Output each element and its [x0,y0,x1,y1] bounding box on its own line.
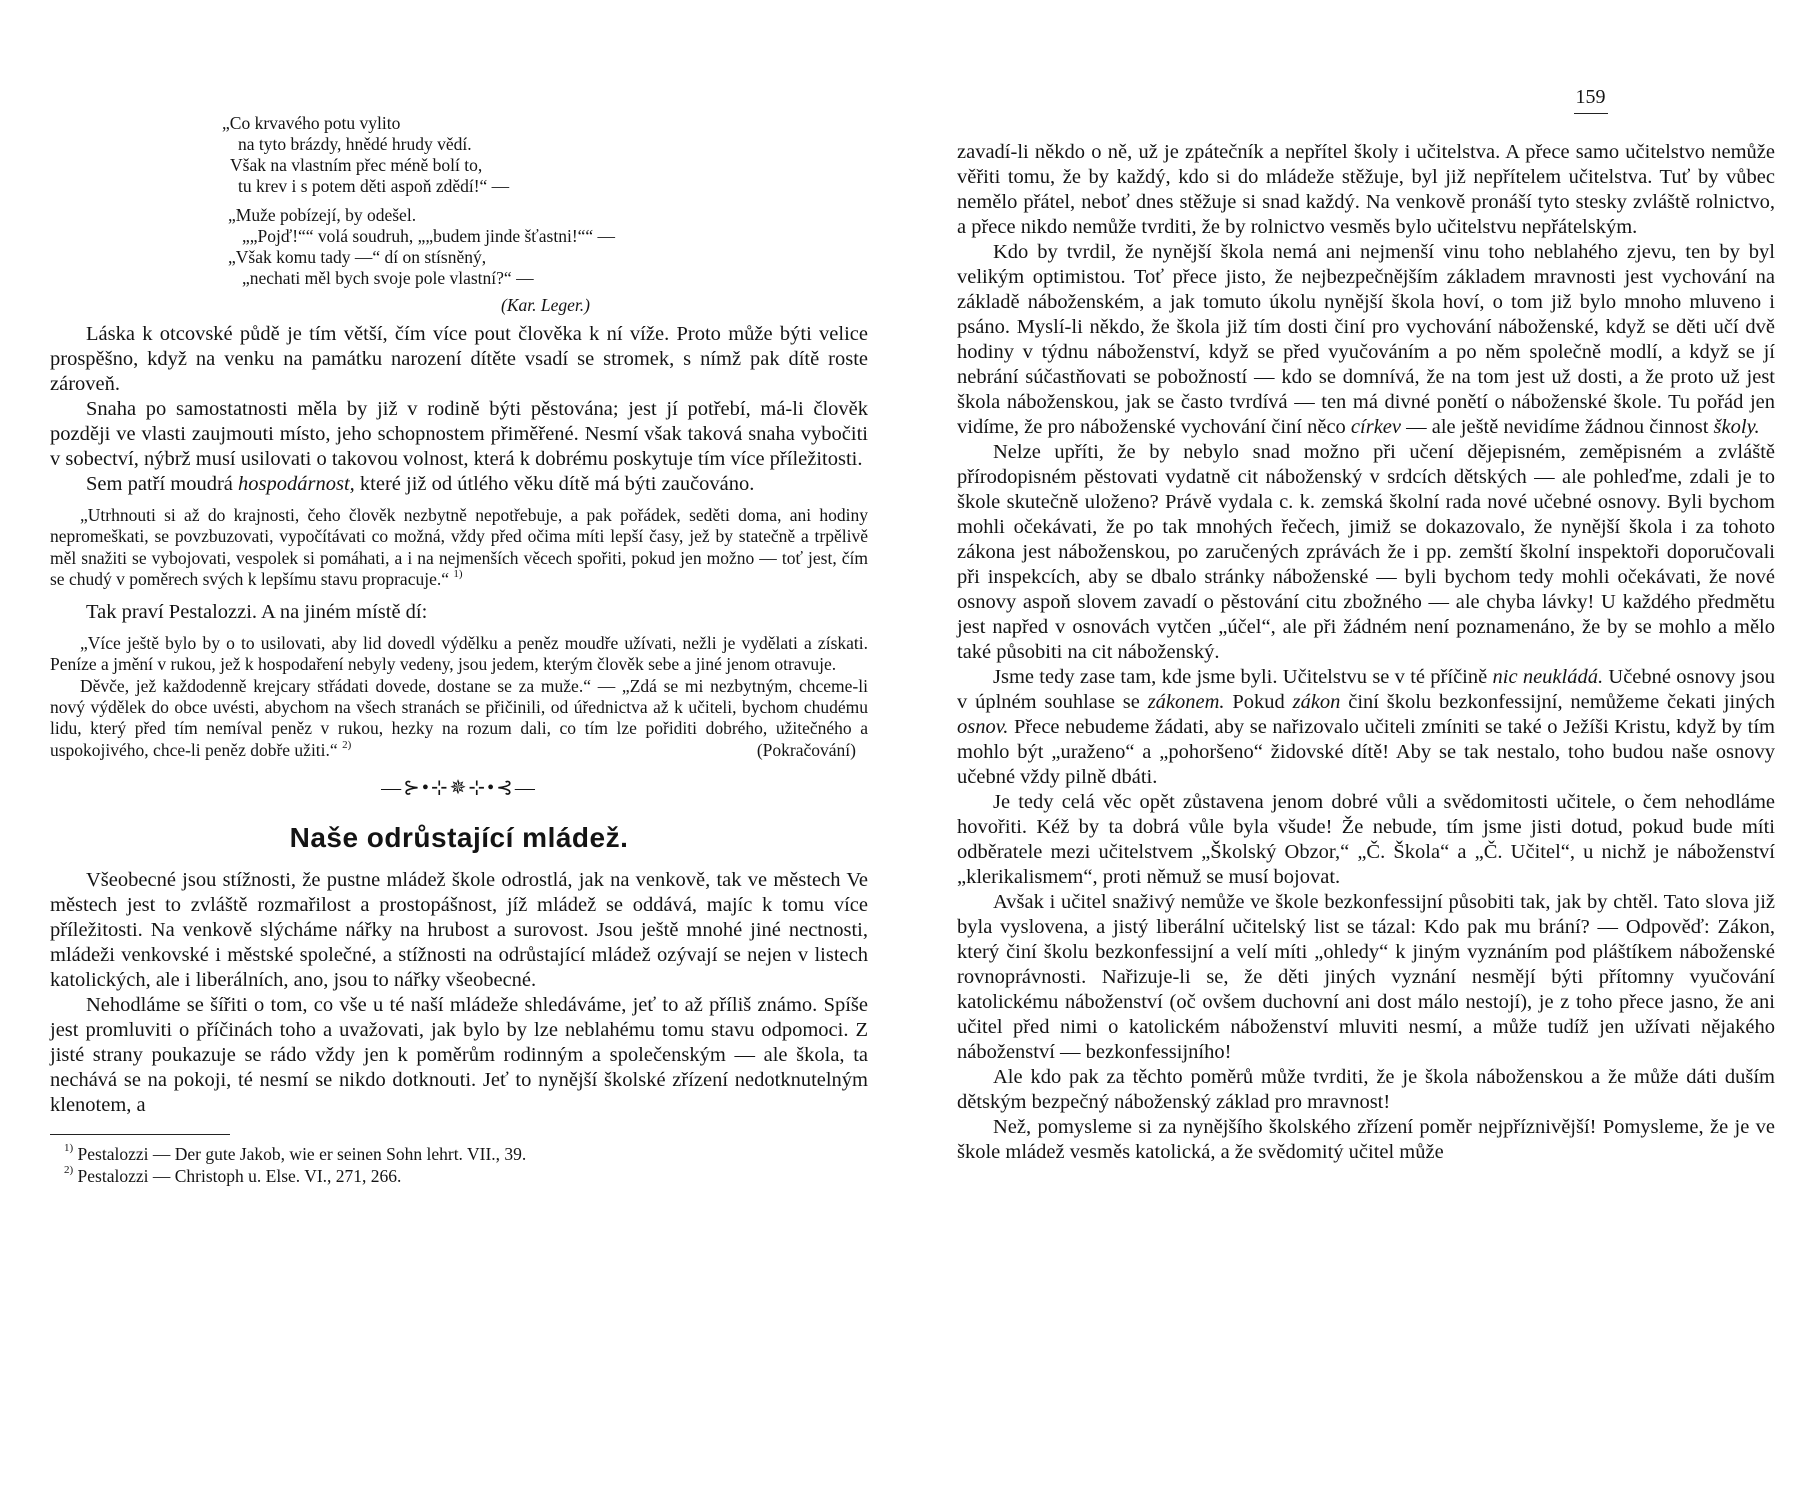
footnote-ref: 2) [342,738,352,751]
paragraph: Kdo by tvrdil, že nynější škola nemá ani nejmenší vinu toho neblahého zjevu, ten by byl velikým optimistou. Toť přece jisto, že nejbezpečnějším základem mravnosti jest vychování na základě náboženském, a jak tomuto úkolu nynější škola hoví, o tom již bylo mnoho mluveno i psáno. Myslí-li někdo, že škola již tím dosti činí pro vychování náboženské, když se děti učí dvě hodiny v týdnu náboženství, když se před vyučováním a po něm společně modlí, a když se jí nebrání súčastňovati se pobožností — kdo se domnívá, že na tom jest už dosti, a že proto už jest škola náboženskou, jak se často tvrdívá — ten má divné ponětí o náboženské škole. Tu pořád jen vidíme, že pro náboženské vychování činí něco církev — ale ještě nevidíme žádnou činnost školy. [957,241,1775,438]
footnote-rule [50,1134,230,1135]
emphasis: zákonem. [1147,691,1225,713]
article-body [50,868,868,1118]
poem-line: Však na vlastním přec méně bolí to, [230,155,483,175]
paragraph: Než, pomysleme si za nynějšího školského zřízení poměr nejpříznivější! Pomysleme, že je ve škole mládež vesměs katolická, a že svědomitý učitel může [957,1116,1775,1163]
poem-line: tu krev i s potem děti aspoň zdědí!“ — [238,176,510,196]
poem-line: „„Pojď!““ volá soudruh, „„budem jinde šťastni!““ — [242,226,616,246]
page-number-container [907,86,1814,114]
paragraph: Avšak i učitel snaživý nemůže ve škole bezkonfessijní působiti tak, jak by chtěl. Tato slova již byla vyslovena, a jistý liberální učitelský list se tázal: Kdo pak mu brání? — Odpověď: Zákon, který činí školu bezkonfessijní a velí míti „ohledy“ k jiným vyznáním pod pláštíkem náboženské rovnoprávnosti. Nařizuje-li se, že děti jiných vyznání nesmějí býti přítomny vyučování katolickému náboženství (oč ovšem duchovní ani dost málo nestojí), je z toho přece jasno, že ani učitel před nimi o katolickém náboženství mluviti nesmí, a může tudíž jen užívati nějakého náboženství — bezkonfessijního! [957,891,1775,1063]
emphasis: osnov. [957,716,1009,738]
left-page-text [50,113,868,1187]
right-page-text [957,140,1775,1165]
paragraph: Všeobecné jsou stížnosti, že pustne mládež škole odrostlá, jak na venkově, tak ve městech Ve městech jest to zvláště rozmařilost a prostopášnost, jíž mládež se oddává, majíc k tomu více příležitosti. Na venkově slýcháme nářky na hrubost a surovost. Jsou ještě mnohé jiné nectnosti, mládeži venkovské i městské společné, a stížnosti na odrůstající mládež ozývají se nejen v listech katolických, ale i liberálních, ano, jsou to nářky všeobecné. [50,869,868,992]
quotation [50,633,868,761]
poem-line: „Co krvavého potu vylito [222,113,401,133]
left-body [50,322,868,497]
poem-stanza [50,205,868,289]
emphasis: hospodárnost, [238,473,355,495]
footnote: $^{2)}$ Pestalozzi — Christoph u. Else. VI., 271, 266. [64,1164,402,1187]
paragraph: Nelze upříti, že by nebylo snad možno při učení dějepisném, zeměpisném a zvláště přírodopisném pěstovati vydatně cit náboženský v srdcích dětských — ale pohleďme, zdali je to škole skutečně uloženo? Právě vydala c. k. zemská školní rada nové učebné osnovy. Byli bychom mohli očekávati, že po tak mnohých řečech, jimiž se dokazovalo, že nynější škola i za tohoto zákona jest náboženskou, po zaručených zprávách že i pp. zemští školní inspektoři doporučovali při inspekcích, aby se dbalo stránky náboženské — byli bychom tedy mohli očekávati, že nové osnovy aspoň slovem zavadí o pěstování citu zbožného — ale chyba lávky! U každého předmětu jest napřed v osnovách vytčen „účel“, ale při žádném není poznamenáno, že by se mohlo a mělo také působiti na cit náboženský. [957,441,1775,663]
continued-note: (Pokračování) [756,739,856,760]
page-number: 159 [1574,86,1608,114]
emphasis: školy. [1713,416,1760,438]
quotation [50,505,868,590]
left-body [50,600,868,625]
paragraph: Snaha po samostatnosti měla by již v rodině býti pěstována; jest jí potřebí, má-li člověk později ve vlasti zaujmouti místo, jeho schopnostem přiměřené. Nesmí však taková snaha vybočiti v sobectví, nýbrž musí usilovati o takovou volnost, která k dobrému poskytuje tím více příležitosti. [50,398,868,470]
poem-line: „Muže pobízejí, by odešel. [228,205,417,225]
paragraph: Jsme tedy zase tam, kde jsme byli. Učitelstvu se v té příčině nic neukládá. Učebné osnovy jsou v úplném souhlase se zákonem. Pokud zákon činí školu bezkonfessijní, nemůžeme čekati jiných osnov. Přece nebudeme žádati, aby se nařizovalo učiteli zmíniti se také o Ježíši Kristu, když by tím mohlo být „uraženo“ a „pohoršeno“ židovské dítě! Aby se tak nestalo, toho budou naše osnovy učebné vždy pilně dbáti. [957,666,1775,788]
emphasis: nic neukládá. [1492,666,1604,688]
paragraph: Tak praví Pestalozzi. A na jiném místě dí: [86,601,428,624]
poem-line: „Však komu tady —“ dí on stísněný, [228,247,487,267]
footnotes [50,1143,868,1187]
poem-stanza [50,113,868,197]
emphasis: zákon [1292,691,1341,713]
quote-paragraph: Děvče, jež každodenně krejcary střádati dovede, dostane se za muže.“ — „Zdá se mi nezbytným, chceme-li nový výdělek do obce uvésti, abychom na všech stranách se přičinili, od úřednictva až k učiteli, bychom chudému lidu, který před tím nemíval peněz v rukou, hezky na rozum dali, co tím lze pořiditi dobrého, užitečného a uspokojivého, chce-li peněz dobře užiti.“ $^{2)}$ [50,675,868,760]
quote-paragraph: „Utrhnouti si až do krajnosti, čeho člověk nezbytně nepotřebuje, a pak pořádek, seděti doma, ani hodiny nepromeškati, se povzbuzovati, vypočítávati co možná, vždy před očima míti lepší časy, jež by statečně a trpělivě měl snažiti se vybojovati, vespolek si pomáhati, a i na nejmenších věcech spořiti, pokud jen možno — toť jest, čím se chudý v poměrech svých k lepšímu stavu propracuje.“ $^{1)}$ [50,505,868,589]
paragraph: Nehodláme se šířiti o tom, co vše u té naší mládeže shledáváme, jeť to až příliš známo. Spíše jest promluviti o příčinách toho a uvažovati, jak bylo by lze neblahému tomu stavu odpomoci. Z jisté strany poukazuje se rádo vždy jen k poměrům rodinným a společenským — ale škola, ta nechává se na pokoji, té nesmí se nikdo dotknouti. Jeť to nynější školské zřízení nedotknutelným klenotem, a [50,994,868,1117]
footnote: $^{1)}$ Pestalozzi — Der gute Jakob, wie er seinen Sohn lehrt. VII., 39. [64,1142,527,1165]
poem-line: na tyto brázdy, hnědé hrudy vědí. [238,134,472,154]
quote-paragraph: „Více ještě bylo by o to usilovati, aby lid dovedl výdělku a peněz moudře užívati, nežli je vydělati a získati. Peníze a jmění v rukou, jež k hospodaření nebyly vedeny, jsou jedem, kterým člověk sebe a jiné jenom otravuje. [50,633,868,675]
ornament-divider: —⊱•⊹✵⊹•⊰— [381,777,537,800]
paragraph: Je tedy celá věc opět zůstavena jenom dobré vůli a svědomitosti učitele, o čem nehodláme hovořiti. Kéž by ta dobrá vůle byla všude! Že nebude, tím jsme jisti dotud, pokud bude míti odběratele mezi učitelstvem „Školský Obzor,“ „Č. Škola“ a „Č. Učitel“, u nichž je náboženství „klerikalismem“, proti němuž se musí bojovat. [957,791,1775,888]
paragraph: Ale kdo pak za těchto poměrů může tvrditi, že je škola náboženskou a že může dáti duším dětským bezpečný náboženský základ pro mravnost! [957,1066,1775,1113]
poem-line: „nechati měl bych svoje pole vlastní?“ — [242,268,534,288]
paragraph: Sem patří moudrá hospodárnost, které již od útlého věku dítě má býti zaučováno. [86,473,755,495]
article-heading: Naše odrůstající mládež. [289,822,629,854]
poem [50,113,868,316]
right-body [957,140,1775,1165]
paragraph: zavadí-li někdo o ně, už je zpátečník a nepřítel školy i učitelstva. A přece samo učitelstvo nemůže věřiti tomu, že by každý, kdo si do mládeže stěžuje, byl již nepřítelem učitelstva. Tuť by vůbec nemělo přátel, neboť dnes stěžuje si snad každý. Na venkově pronáší tyto stesky zvláště rolnictvo, a přece nikdo nemůže tvrditi, že by rolnictvo vesměs bylo učitelstvu nepřátelským. [957,141,1775,238]
paragraph: Láska k otcovské půdě je tím větší, čím více pout člověka k ní víže. Proto může býti velice prospěšno, když na venku na památku narození dítěte vsadí se stromek, s nímž pak dítě roste zároveň. [50,323,868,395]
footnote-ref: 1) [453,567,463,580]
poem-attribution: (Kar. Leger.) [501,295,590,315]
emphasis: církev [1350,416,1401,438]
